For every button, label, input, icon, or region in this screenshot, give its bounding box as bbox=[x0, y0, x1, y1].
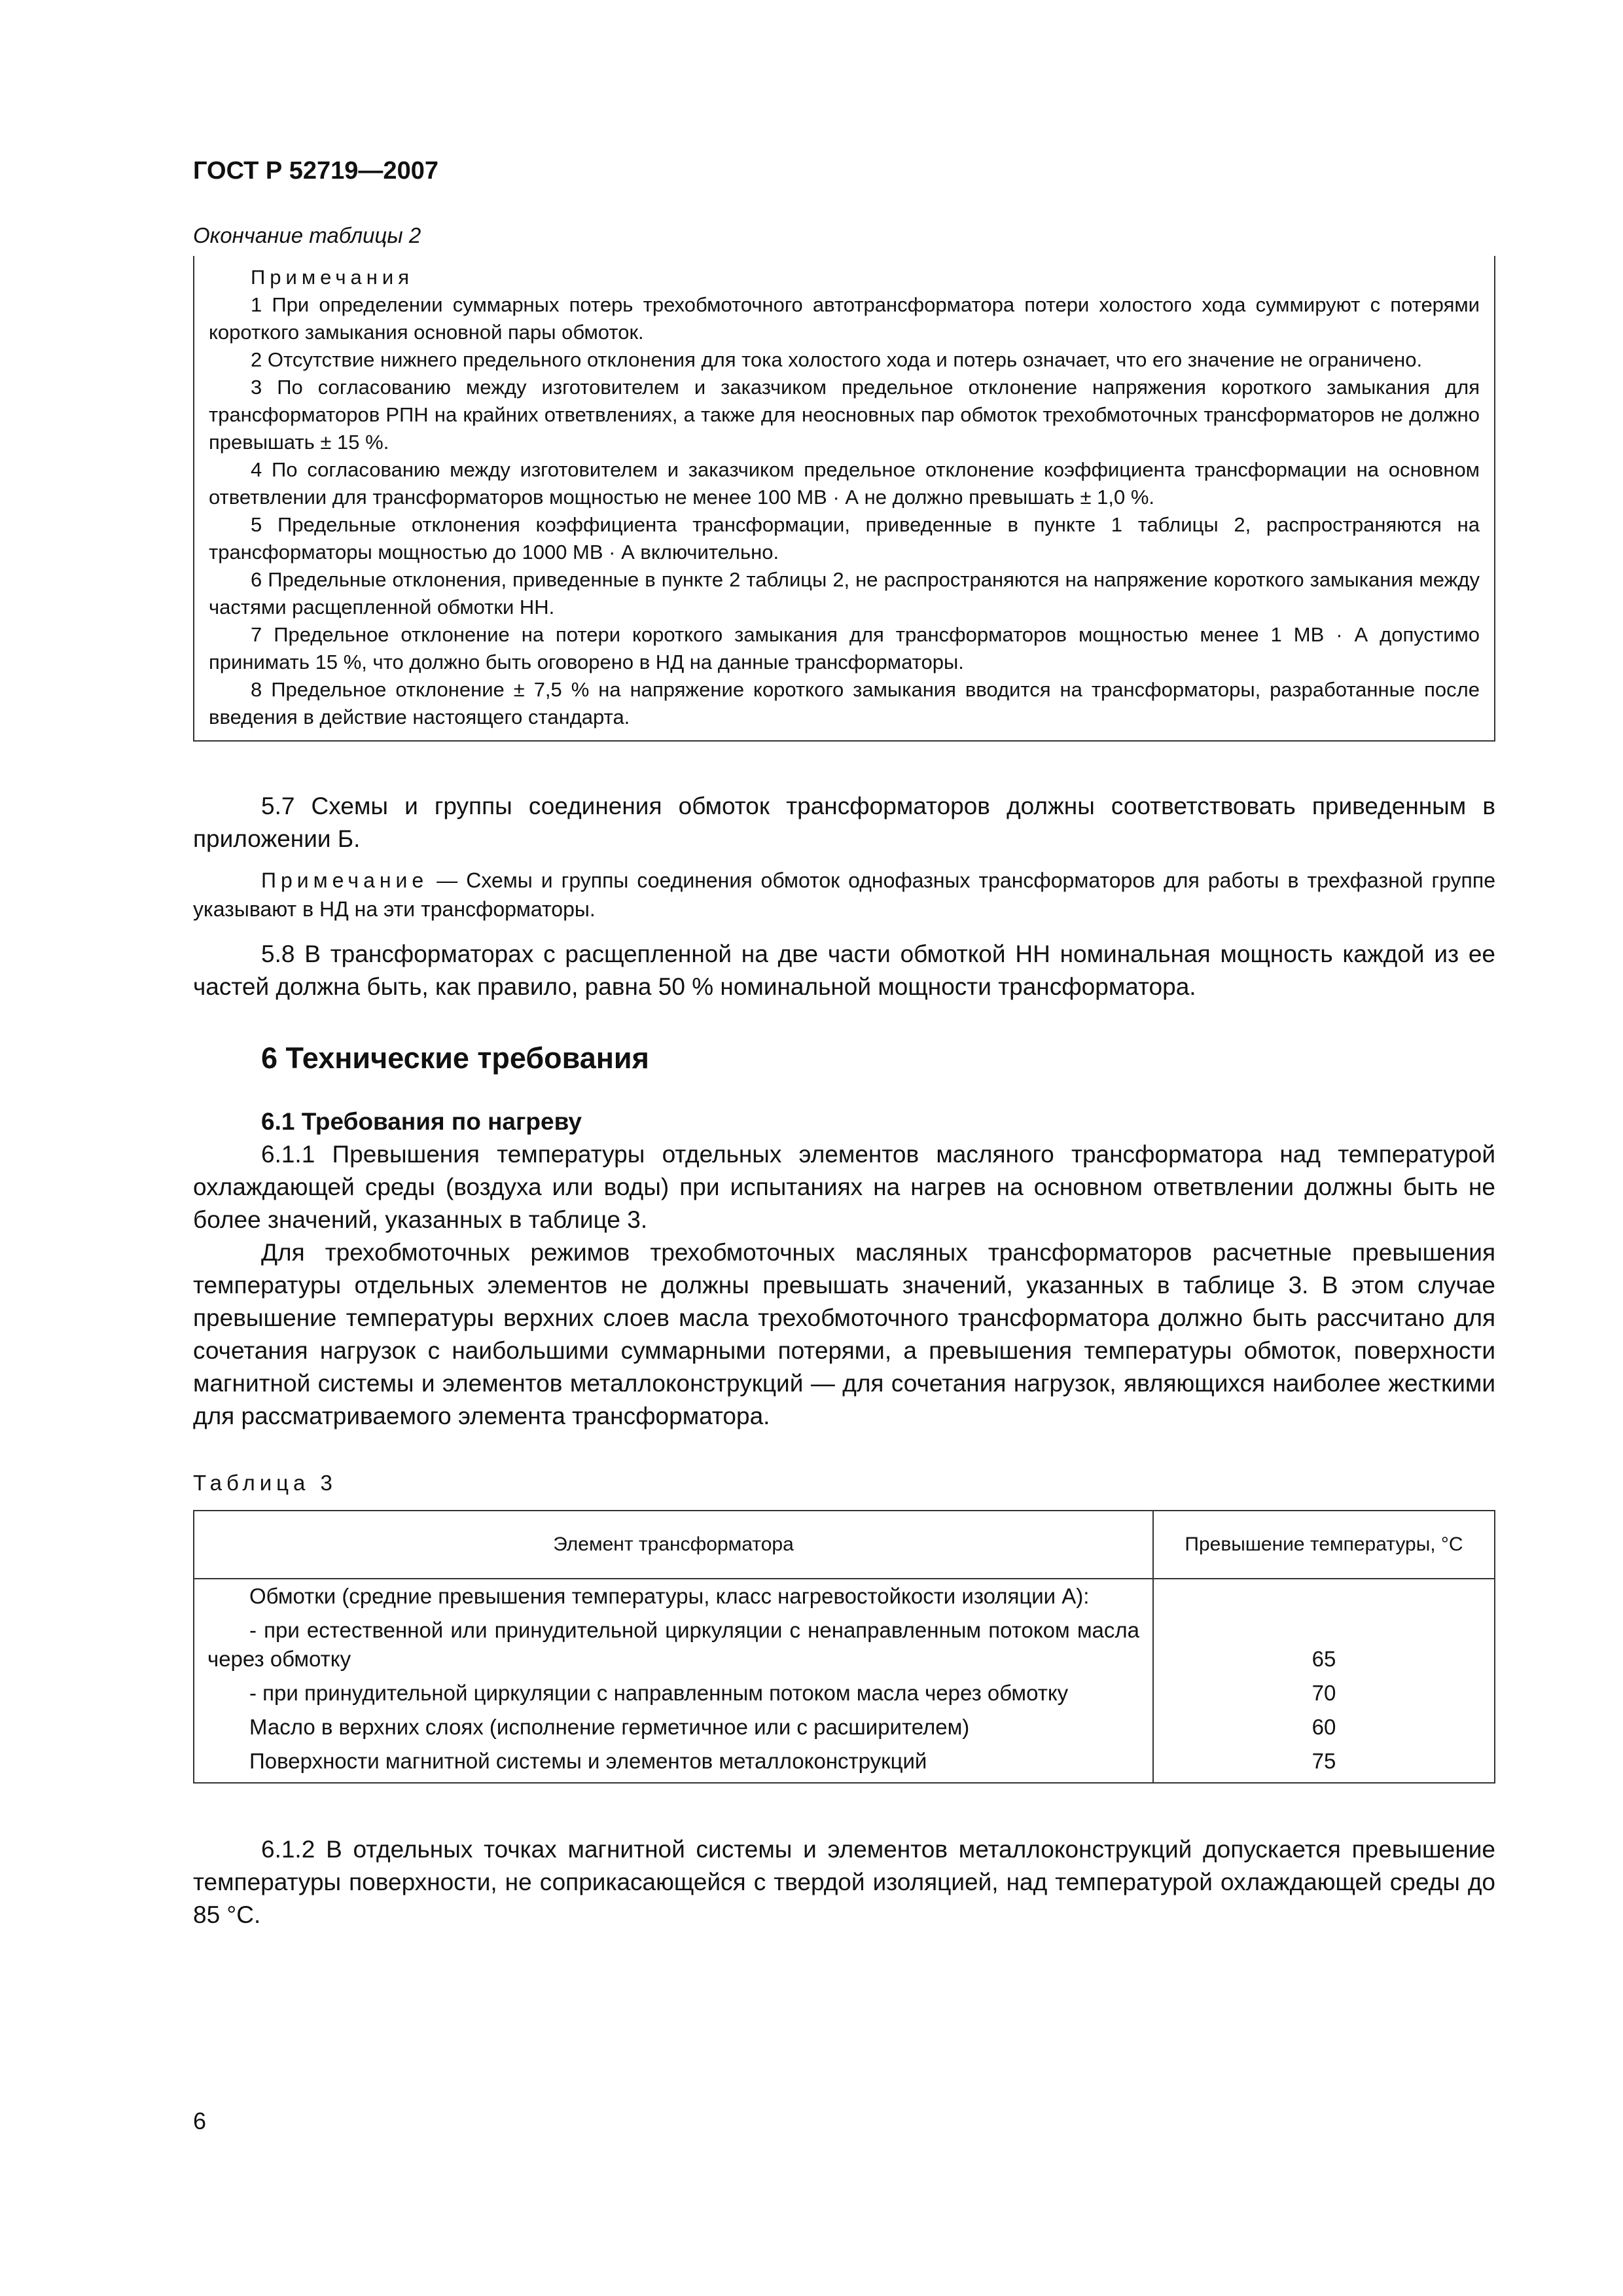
table-cell-element: Масло в верхних слоях (исполнение герметичное или с расширителем) bbox=[194, 1710, 1153, 1744]
table-cell-element: - при принудительной циркуляции с направленным потоком масла через обмотку bbox=[194, 1676, 1153, 1710]
note-item: 1 При определении суммарных потерь трехобмоточного автотрансформатора потери холостого хода суммируют с потерями короткого замыкания основной пары обмоток. bbox=[209, 293, 1480, 344]
clause-6-1-2: 6.1.2 В отдельных точках магнитной системы и элементов металлоконструкций допускается превышение температуры поверхности, не соприкасающейся с твердой изоляцией, над температурой охлаждающей среды до 85 °С. bbox=[193, 1836, 1495, 1928]
note-item: 2 Отсутствие нижнего предельного отклонения для тока холостого хода и потерь означает, что его значение не ограничено. bbox=[251, 348, 1423, 371]
subsection-6-1-title: 6.1 Требования по нагреву bbox=[261, 1108, 582, 1135]
table-row bbox=[194, 1676, 1495, 1710]
table-cell-value: 70 bbox=[1153, 1676, 1495, 1710]
table-cell-element: Обмотки (средние превышения температуры, класс нагревостойкости изоляции А): bbox=[194, 1579, 1153, 1613]
note-item: 7 Предельное отклонение на потери короткого замыкания для трансформаторов мощностью менее 1 МВ · А допустимо принимать 15 %, что должно быть оговорено в НД на данные трансформаторы. bbox=[209, 623, 1480, 673]
table-continuation-caption: Окончание таблицы 2 bbox=[193, 223, 421, 247]
table2-notes bbox=[193, 256, 1495, 742]
table-cell-element: - при естественной или принудительной циркуляции с ненаправленным потоком масла через обмотку bbox=[194, 1613, 1153, 1676]
page-number: 6 bbox=[193, 2108, 207, 2134]
table-header-row bbox=[194, 1511, 1495, 1579]
notes-title: Примечания bbox=[251, 266, 414, 289]
column-header-value: Превышение температуры, °С bbox=[1153, 1511, 1495, 1579]
table3-label: Таблица 3 bbox=[193, 1471, 337, 1495]
clause-5-7: 5.7 Схемы и группы соединения обмоток трансформаторов должны соответствовать приведенным в приложении Б. bbox=[193, 793, 1495, 852]
note-item: 5 Предельные отклонения коэффициента трансформации, приведенные в пункте 1 таблицы 2, распространяются на трансформаторы мощностью до 1000 МВ · А включительно. bbox=[209, 513, 1480, 564]
table-cell-value: 65 bbox=[1153, 1613, 1495, 1676]
document-page bbox=[193, 157, 1495, 1931]
note-item: 6 Предельные отклонения, приведенные в пункте 2 таблицы 2, не распространяются на напряжение короткого замыкания между частями расщепленной обмотки НН. bbox=[209, 568, 1480, 619]
clause-6-1-1-continued: Для трехобмоточных режимов трехобмоточных масляных трансформаторов расчетные превышения температуры отдельных элементов не должны превышать значений, указанных в таблице 3. В этом случае превышение температуры верхних слоев масла трехобмоточного трансформатора должно быть рассчитано для сочетания нагрузок с наибольшими суммарными потерями, а превышения температуры обмоток, поверхности магнитной системы и элементов металлоконструкций — для сочетания нагрузок, являющихся наиболее жесткими для рассматриваемого элемента трансформатора. bbox=[193, 1239, 1495, 1429]
table-row bbox=[194, 1744, 1495, 1783]
section-6-title: 6 Технические требования bbox=[261, 1041, 649, 1075]
note-item: 8 Предельное отклонение ± 7,5 % на напряжение короткого замыкания вводится на трансформаторы, разработанные после введения в действие настоящего стандарта. bbox=[209, 678, 1480, 728]
table-cell-element: Поверхности магнитной системы и элементов металлоконструкций bbox=[194, 1744, 1153, 1783]
table-cell-value bbox=[1153, 1579, 1495, 1613]
table-cell-value: 60 bbox=[1153, 1710, 1495, 1744]
document-id: ГОСТ Р 52719—2007 bbox=[193, 157, 438, 185]
table-row bbox=[194, 1613, 1495, 1676]
table3 bbox=[193, 1510, 1495, 1784]
note-item: 3 По согласованию между изготовителем и заказчиком предельное отклонение напряжения короткого замыкания для трансформаторов РПН на крайних ответвлениях, а также для неосновных пар обмоток трехобмоточных трансформаторов не должно превышать ± 15 %. bbox=[209, 376, 1480, 454]
clause-5-7-note bbox=[193, 866, 1495, 924]
clause-6-1-1: 6.1.1 Превышения температуры отдельных элементов масляного трансформатора над температурой охлаждающей среды (воздуха или воды) при испытаниях на нагрев на основном ответвлении должны быть не более значений, указанных в таблице 3. bbox=[193, 1141, 1495, 1233]
table-row bbox=[194, 1710, 1495, 1744]
table-row bbox=[194, 1579, 1495, 1613]
clause-5-8: 5.8 В трансформаторах с расщепленной на две части обмоткой НН номинальная мощность каждой из ее частей должна быть, как правило, равна 50 % номинальной мощности трансформатора. bbox=[193, 941, 1495, 1000]
note-item: 4 По согласованию между изготовителем и заказчиком предельное отклонение коэффициента трансформации на основном ответвлении для трансформаторов мощностью не менее 100 МВ · А не должно превышать ± 1,0 %. bbox=[209, 458, 1480, 509]
note-text: — Схемы и группы соединения обмоток однофазных трансформаторов для работы в трехфазной группе указывают в НД на эти трансформаторы. bbox=[193, 869, 1495, 921]
note-label: Примечание bbox=[261, 869, 429, 892]
column-header-element: Элемент трансформатора bbox=[194, 1511, 1153, 1579]
table-cell-value: 75 bbox=[1153, 1744, 1495, 1783]
